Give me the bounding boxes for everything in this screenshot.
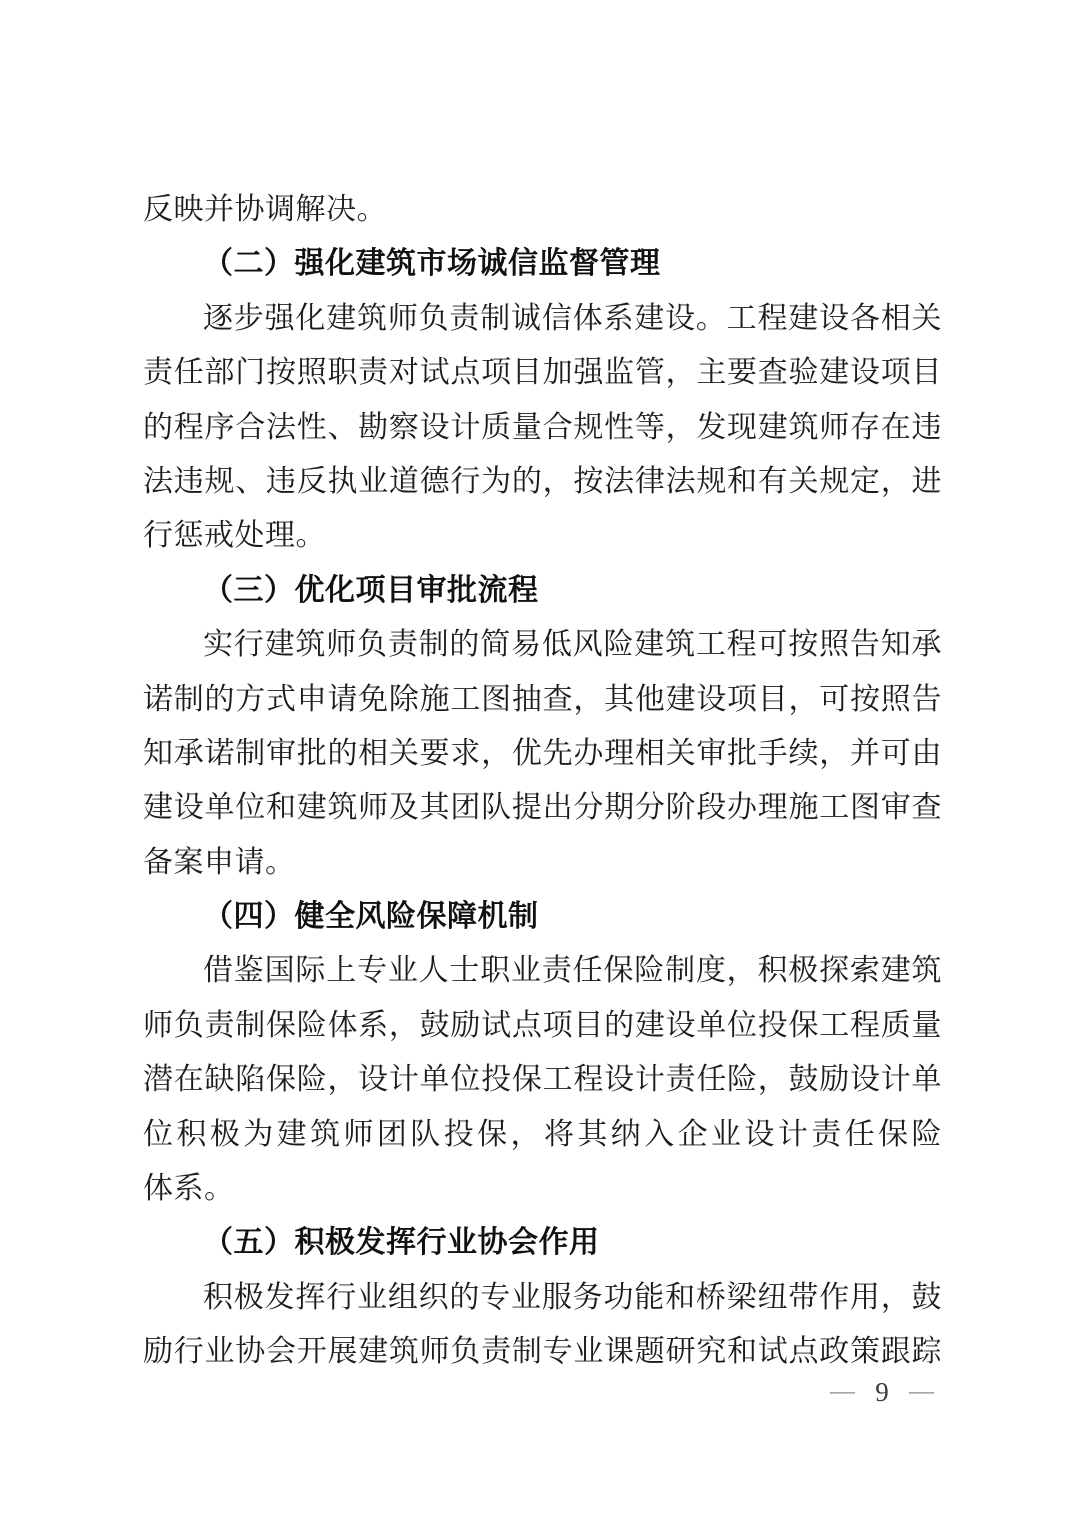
paragraph-line: 诺制的方式申请免除施工图抽查，其他建设项目，可按照告 xyxy=(143,682,942,716)
paragraph-line: 位积极为建筑师团队投保，将其纳入企业设计责任保险 xyxy=(143,1117,942,1151)
section-heading-4: （四）健全风险保障机制 xyxy=(203,900,539,934)
paragraph-line: 师负责制保险体系，鼓励试点项目的建设单位投保工程质量 xyxy=(143,1008,942,1042)
paragraph-line: 建设单位和建筑师及其团队提出分期分阶段办理施工图审查 xyxy=(143,791,942,825)
footer-dash-left: — xyxy=(830,1378,855,1405)
section-heading-2: （二）强化建筑市场诚信监督管理 xyxy=(203,247,661,281)
paragraph-line: 法违规、违反执业道德行为的，按法律法规和有关规定，进 xyxy=(143,464,942,498)
paragraph-line: 备案申请。 xyxy=(143,845,296,879)
paragraph-line: 的程序合法性、勘察设计质量合规性等，发现建筑师存在违 xyxy=(143,410,942,444)
paragraph-line: 实行建筑师负责制的简易低风险建筑工程可按照告知承 xyxy=(203,628,942,662)
paragraph-line: 行惩戒处理。 xyxy=(143,519,326,553)
page-number: 9 xyxy=(875,1377,889,1407)
paragraph-line: 责任部门按照职责对试点项目加强监管，主要查验建设项目 xyxy=(143,356,942,390)
paragraph-line: 积极发挥行业组织的专业服务功能和桥梁纽带作用，鼓 xyxy=(203,1280,942,1314)
section-heading-3: （三）优化项目审批流程 xyxy=(203,573,539,607)
paragraph-line: 潜在缺陷保险，设计单位投保工程设计责任险，鼓励设计单 xyxy=(143,1063,942,1097)
paragraph-line: 体系。 xyxy=(143,1172,235,1206)
section-heading-5: （五）积极发挥行业协会作用 xyxy=(203,1226,600,1260)
paragraph-line: 逐步强化建筑师负责制诚信体系建设。工程建设各相关 xyxy=(203,301,942,335)
paragraph-line: 借鉴国际上专业人士职业责任保险制度，积极探索建筑 xyxy=(203,954,942,988)
page-content xyxy=(143,183,942,1380)
footer-dash-right: — xyxy=(909,1378,934,1405)
paragraph-line: 知承诺制审批的相关要求，优先办理相关审批手续，并可由 xyxy=(143,736,942,770)
page-footer xyxy=(830,1374,934,1410)
paragraph-line: 反映并协调解决。 xyxy=(143,193,387,226)
paragraph-line: 励行业协会开展建筑师负责制专业课题研究和试点政策跟踪 xyxy=(143,1335,942,1369)
